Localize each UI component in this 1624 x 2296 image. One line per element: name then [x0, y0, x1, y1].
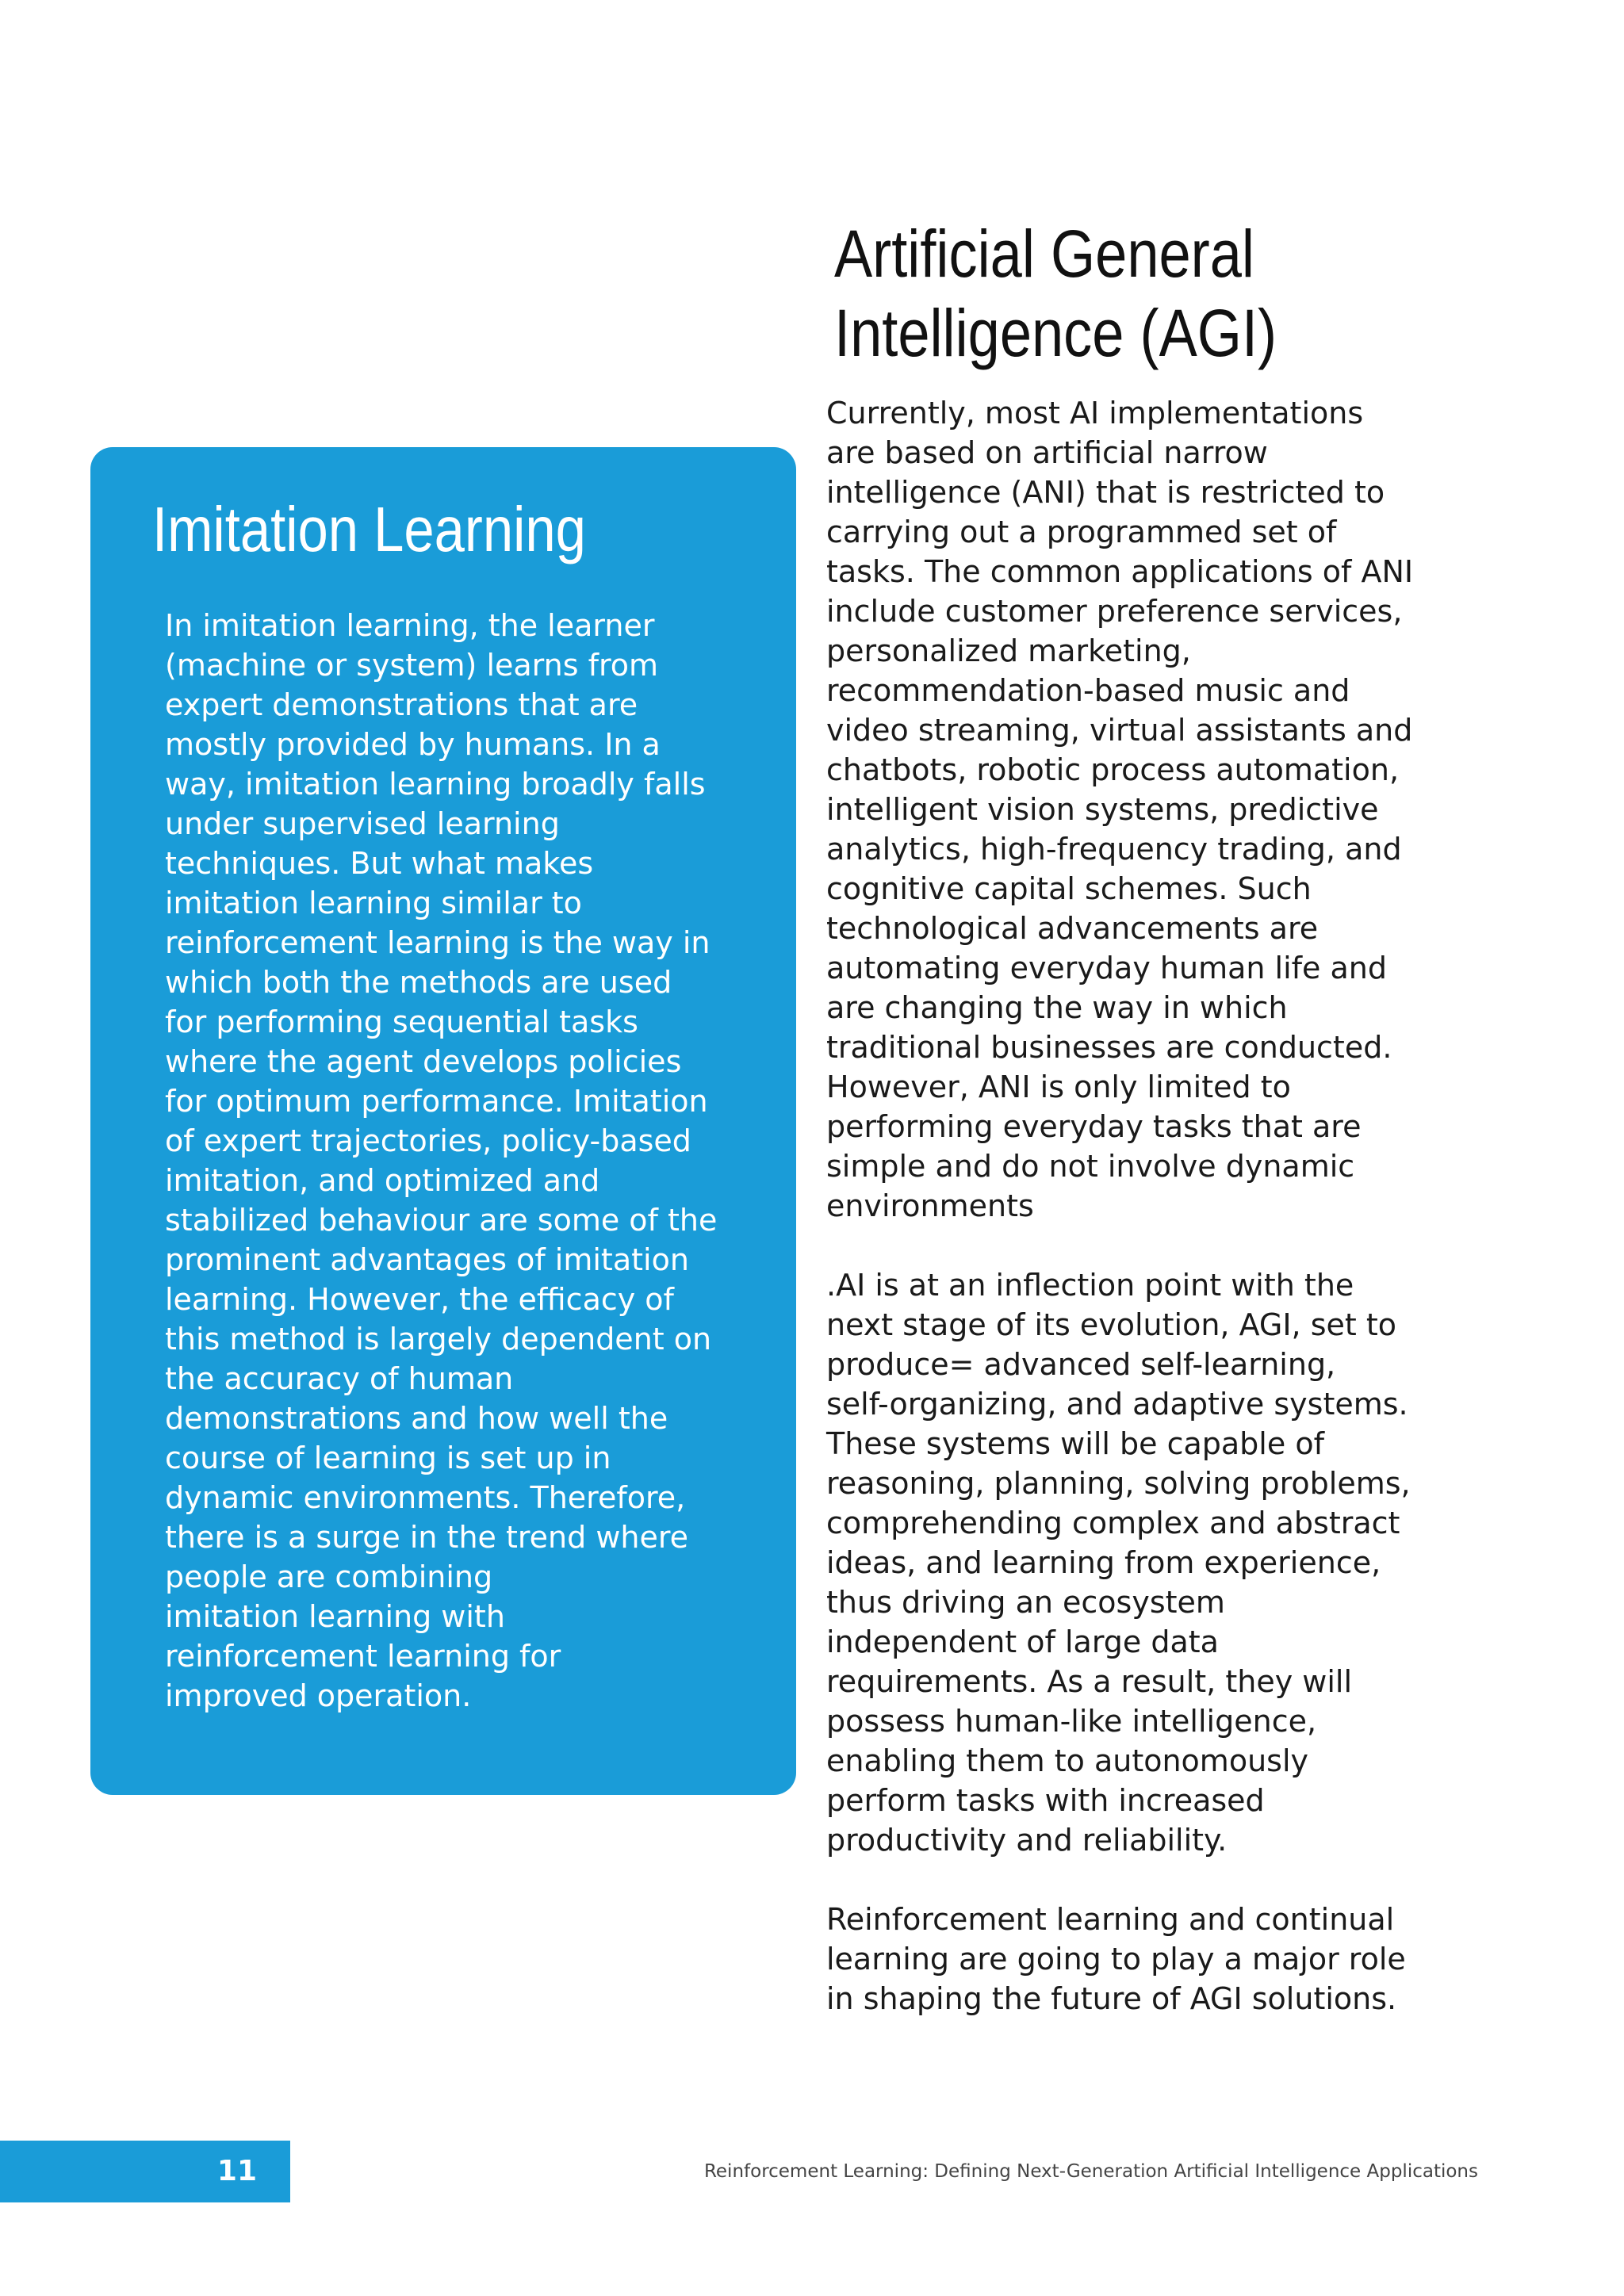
page-number: 11: [216, 2155, 257, 2187]
agi-paragraph-2: .AI is at an inflection point with the next stage of its evolution, AGI, set to produce= advanced self-learning, self-organizing, and adaptive systems. These systems will be capable of reasoning, planning, solving problems, comprehending complex and abstract ideas, and learning from experience, thus driving an ecosystem independent of large data requirements. As a result, they will possess human-like intelligence, enabling them to autonomously perform tasks with increased productivity and reliability.: [826, 1268, 1411, 1858]
footer-document-title: Reinforcement Learning: Defining Next-Generation Artificial Intelligence Applications: [703, 2161, 1478, 2182]
agi-paragraph-1: Currently, most AI implementations are based on artificial narrow intelligence (ANI) that is restricted to carrying out a programmed set of tasks. The common applications of ANI include customer preference services, personalized marketing, recommendation-based music and video streaming, virtual assistants and chatbots, robotic process automation, intelligent vision systems, predictive analytics, high-frequency trading, and cognitive capital schemes. Such technological advancements are automating everyday human life and are changing the way in which traditional businesses are conducted. However, ANI is only limited to performing everyday tasks that are simple and do not involve dynamic environments: [826, 396, 1414, 1223]
agi-heading: Artificial General Intelligence (AGI): [834, 216, 1277, 370]
imitation-learning-heading: Imitation Learning: [152, 494, 586, 564]
page-number-tab: [0, 2141, 290, 2202]
imitation-learning-body: In imitation learning, the learner (machine or system) learns from expert demonstrations that are mostly provided by humans. In a way, imitation learning broadly falls under supervised learning techniques. But what makes imitation learning similar to reinforcement learning is the way in which both the methods are used for performing sequential tasks where the agent develops policies for optimum performance. Imitation of expert trajectories, policy-based imitation, and optimized and stabilized behaviour are some of the prominent advantages of imitation learning. However, the efficacy of this method is largely dependent on the accuracy of human demonstrations and how well the course of learning is set up in dynamic environments. Therefore, there is a surge in the trend where people are combining imitation learning with reinforcement learning for improved operation.: [165, 608, 718, 1713]
agi-paragraph-3: Reinforcement learning and continual learning are going to play a major role in shaping the future of AGI solutions.: [826, 1902, 1406, 2016]
agi-body: [826, 393, 1540, 2019]
imitation-learning-box: [90, 447, 796, 1795]
